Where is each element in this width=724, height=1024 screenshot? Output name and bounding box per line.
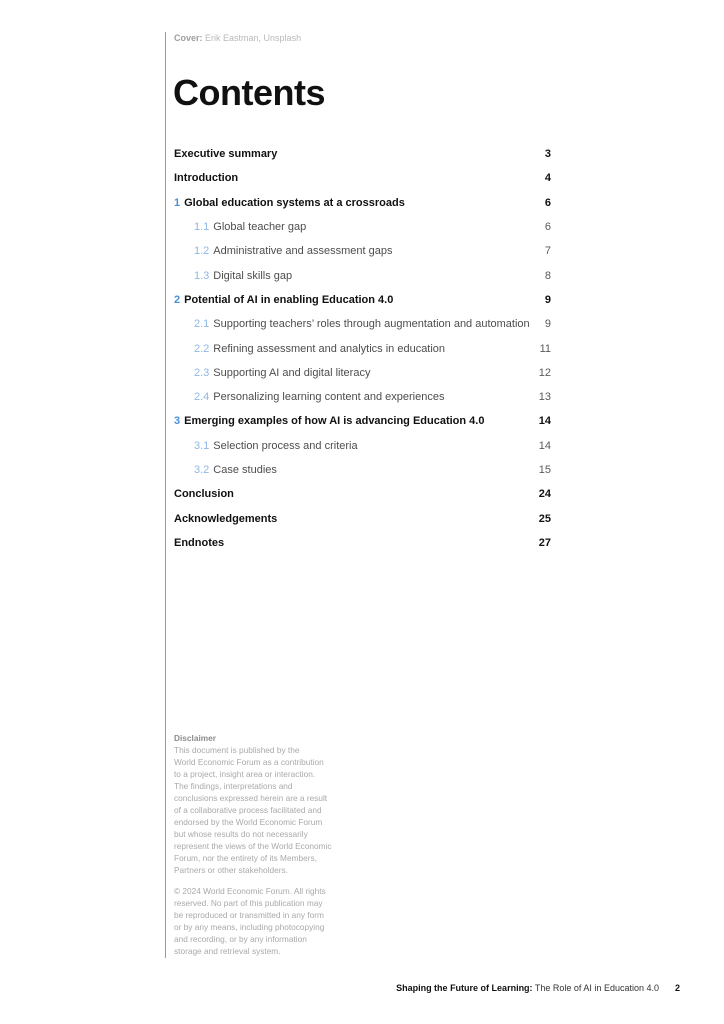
toc-entry-title	[194, 270, 292, 282]
disclaimer-line: Partners or other stakeholders.	[174, 865, 288, 875]
disclaimer-line: represent the views of the World Economic	[174, 841, 332, 851]
toc-entry-label: Global education systems at a crossroads	[184, 196, 405, 209]
toc-entry-label: Introduction	[174, 172, 239, 185]
toc-entry[interactable]	[174, 409, 551, 433]
toc-entry[interactable]	[174, 482, 551, 506]
toc-entry-title	[194, 391, 444, 403]
toc-entry-page: 11	[539, 342, 551, 355]
toc-entry-label: Potential of AI in enabling Education 4.0	[184, 293, 394, 306]
toc-entry-title	[194, 440, 358, 452]
toc-entry[interactable]	[174, 458, 551, 482]
disclaimer-line: storage and retrieval system.	[174, 946, 281, 956]
toc-entry-number: 2.3	[194, 366, 210, 379]
toc-entry-label: Endnotes	[174, 536, 225, 549]
toc-entry-title	[174, 537, 224, 549]
toc-entry-number: 2.2	[194, 342, 210, 355]
disclaimer-line: © 2024 World Economic Forum. All rights	[174, 886, 326, 896]
toc-entry[interactable]	[174, 434, 551, 458]
toc-entry[interactable]	[174, 191, 551, 215]
toc-entry-page: 14	[538, 439, 551, 452]
toc-entry-label: Global teacher gap	[213, 221, 307, 234]
disclaimer-line: to a project, insight area or interaction.	[174, 769, 316, 779]
toc-entry-label: Supporting AI and digital literacy	[213, 366, 371, 379]
toc-entry-number: 3.1	[194, 439, 210, 452]
toc-entry[interactable]	[174, 239, 551, 263]
toc-entry-page: 4	[544, 172, 551, 185]
toc-entry-title	[194, 221, 306, 233]
toc-entry[interactable]	[174, 361, 551, 385]
table-of-contents	[174, 142, 551, 555]
toc-entry-title	[174, 172, 238, 184]
toc-entry-label: Supporting teachers’ roles through augmentation and automation	[213, 318, 530, 331]
toc-entry-page: 6	[544, 221, 551, 234]
disclaimer-line: World Economic Forum as a contribution	[174, 757, 324, 767]
left-margin-rule	[165, 32, 166, 958]
disclaimer-line: The findings, interpretations and	[174, 781, 293, 791]
toc-entry-label: Administrative and assessment gaps	[213, 245, 393, 258]
toc-entry-label: Selection process and criteria	[213, 439, 358, 452]
toc-entry-title	[194, 245, 392, 257]
toc-entry[interactable]	[174, 385, 551, 409]
toc-entry-number: 2	[174, 293, 181, 306]
toc-entry-page: 3	[544, 148, 551, 161]
footer-title-rest: The Role of AI in Education 4.0	[532, 983, 659, 993]
cover-credit-label: Cover:	[174, 33, 203, 43]
disclaimer-line: conclusions expressed herein are a result	[174, 793, 328, 803]
toc-entry[interactable]	[174, 506, 551, 530]
footer-page-number: 2	[674, 983, 680, 993]
toc-entry-title	[194, 464, 277, 476]
toc-entry[interactable]	[174, 531, 551, 555]
toc-entry-page: 6	[544, 196, 551, 209]
disclaimer-title: Disclaimer	[174, 733, 216, 743]
toc-entry-label: Refining assessment and analytics in education	[213, 342, 446, 355]
disclaimer-line: reserved. No part of this publication may	[174, 898, 323, 908]
disclaimer-line: be reproduced or transmitted in any form	[174, 910, 324, 920]
toc-entry-title	[174, 148, 277, 160]
toc-entry-page: 24	[538, 488, 551, 501]
toc-entry[interactable]	[174, 312, 551, 336]
toc-entry-label: Emerging examples of how AI is advancing Education 4.0	[184, 415, 485, 428]
toc-entry-label: Personalizing learning content and experiences	[213, 391, 445, 404]
disclaimer-line: This document is published by the	[174, 745, 300, 755]
toc-entry-title	[174, 294, 393, 306]
toc-entry[interactable]	[174, 336, 551, 360]
toc-entry-page: 25	[538, 512, 551, 525]
disclaimer-line: Forum, nor the entirety of its Members,	[174, 853, 317, 863]
toc-entry-title	[174, 415, 484, 427]
toc-entry-number: 3.2	[194, 464, 210, 476]
disclaimer-paragraph-2	[174, 885, 354, 957]
toc-entry-number: 1.1	[194, 221, 210, 234]
disclaimer-paragraph-1	[174, 744, 354, 876]
toc-entry-page: 27	[538, 536, 551, 549]
toc-entry-number: 3	[174, 415, 181, 428]
toc-entry-number: 1.3	[194, 269, 210, 282]
toc-entry-page: 9	[544, 318, 551, 331]
disclaimer-line: or by any means, including photocopying	[174, 922, 325, 932]
toc-entry[interactable]	[174, 166, 551, 190]
toc-entry-page: 7	[544, 245, 551, 258]
page-title: Contents	[173, 72, 325, 113]
toc-entry-page: 9	[544, 293, 551, 306]
disclaimer-line: but whose results do not necessarily	[174, 829, 308, 839]
disclaimer	[174, 732, 354, 957]
toc-entry[interactable]	[174, 215, 551, 239]
toc-entry-title	[194, 343, 445, 355]
toc-entry-number: 1.2	[194, 245, 210, 258]
toc-entry-number: 2.4	[194, 391, 210, 404]
disclaimer-line: of a collaborative process facilitated and	[174, 805, 322, 815]
cover-credit	[174, 33, 301, 43]
toc-entry-number: 2.1	[194, 318, 210, 331]
toc-entry-page: 8	[544, 269, 551, 282]
toc-entry-label: Conclusion	[174, 488, 234, 501]
toc-entry-number: 1	[174, 196, 181, 209]
toc-entry-title	[174, 197, 405, 209]
page-footer	[396, 983, 680, 993]
toc-entry-title	[174, 488, 234, 500]
toc-entry-page: 14	[538, 415, 551, 428]
disclaimer-line: and recording, or by any information	[174, 934, 307, 944]
toc-entry[interactable]	[174, 263, 551, 287]
footer-title-bold: Shaping the Future of Learning:	[396, 983, 533, 993]
toc-entry-label: Executive summary	[174, 148, 278, 161]
toc-entry-page: 15	[538, 464, 551, 476]
toc-entry-page: 13	[538, 391, 551, 404]
cover-credit-text: Erik Eastman, Unsplash	[205, 33, 302, 43]
toc-entry-label: Digital skills gap	[213, 269, 293, 282]
toc-entry[interactable]	[174, 142, 551, 166]
toc-entry-page: 12	[538, 366, 551, 379]
toc-entry[interactable]	[174, 288, 551, 312]
toc-entry-title	[194, 367, 370, 379]
toc-entry-label: Case studies	[213, 464, 277, 476]
toc-entry-title	[194, 318, 530, 330]
toc-entry-title	[174, 513, 277, 525]
disclaimer-line: endorsed by the World Economic Forum	[174, 817, 323, 827]
toc-entry-label: Acknowledgements	[174, 512, 278, 525]
